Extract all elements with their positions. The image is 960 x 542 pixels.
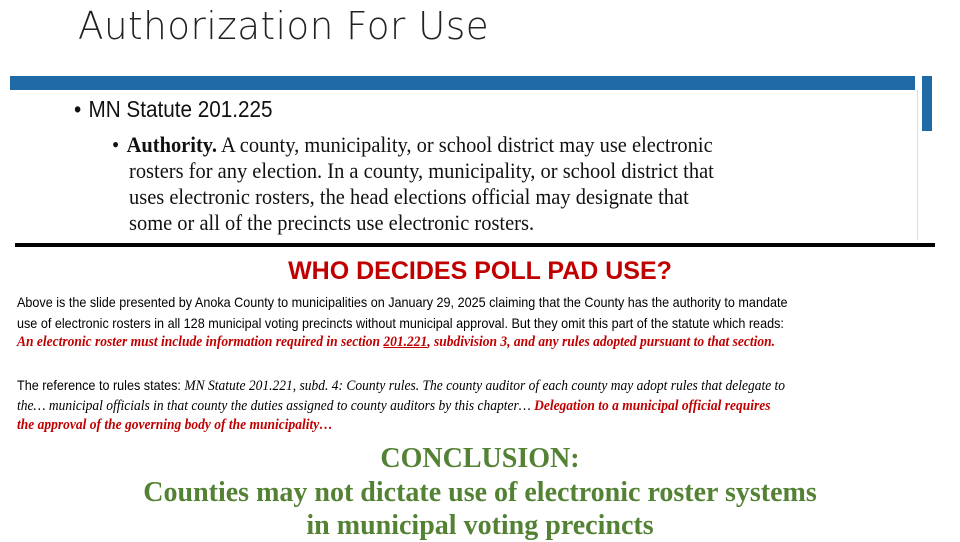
para2-line1 [17, 377, 785, 395]
slide-border [917, 90, 918, 240]
conclusion-line1: Counties may not dictate use of electronic roster systems [143, 477, 817, 508]
conclusion-line2: in municipal voting precincts [306, 510, 654, 541]
authority-line-3: uses electronic rosters, the head elections official may designate that [129, 184, 689, 209]
slide-accent-bar [922, 76, 932, 131]
para2-citation: MN Statute 201.221, subd. 4: County rules. The county auditor of each county may adopt rules that delegate to [184, 378, 786, 394]
slide-header-bar [10, 76, 915, 90]
bullet-icon: • [74, 96, 82, 122]
para2-line2 [17, 397, 770, 415]
para1-line1: Above is the slide presented by Anoka County to municipalities on January 29, 2025 claiming that the County has the authority to mandate [17, 294, 788, 310]
divider [15, 243, 935, 247]
authority-line-4: some or all of the precincts use electronic rosters. [129, 210, 535, 235]
para2-citation: the… municipal officials in that county the duties assigned to county auditors by this chapter… [17, 398, 535, 414]
para2-line3: the approval of the governing body of the municipality… [17, 417, 333, 433]
statute-bullet [74, 96, 273, 123]
para1-line2: use of electronic rosters in all 128 municipal voting precincts without municipal approval. But they omit this part of the statute which reads: [17, 315, 784, 331]
authority-label: Authority. [126, 132, 217, 157]
authority-line-1 [112, 132, 713, 158]
authority-line-2: rosters for any election. In a county, municipality, or school district that [129, 158, 714, 183]
section-heading: WHO DECIDES POLL PAD USE? [288, 257, 672, 285]
slide-title: Authorization For Use [78, 4, 490, 48]
quote-text: , subdivision 3, and any rules adopted pursuant to that section. [427, 334, 775, 350]
bullet-icon: • [112, 132, 120, 157]
conclusion-label: CONCLUSION: [380, 443, 580, 474]
statute-quote [17, 334, 775, 351]
authority-text: A county, municipality, or school district may use electronic [216, 132, 713, 157]
para2-lead: The reference to rules states: [17, 377, 185, 393]
quote-text: An electronic roster must include information required in section [17, 334, 384, 350]
statute-label: MN Statute 201.225 [88, 96, 273, 122]
para2-emphasis: Delegation to a municipal official requires [534, 398, 771, 414]
statute-link[interactable]: 201.221 [383, 334, 428, 350]
